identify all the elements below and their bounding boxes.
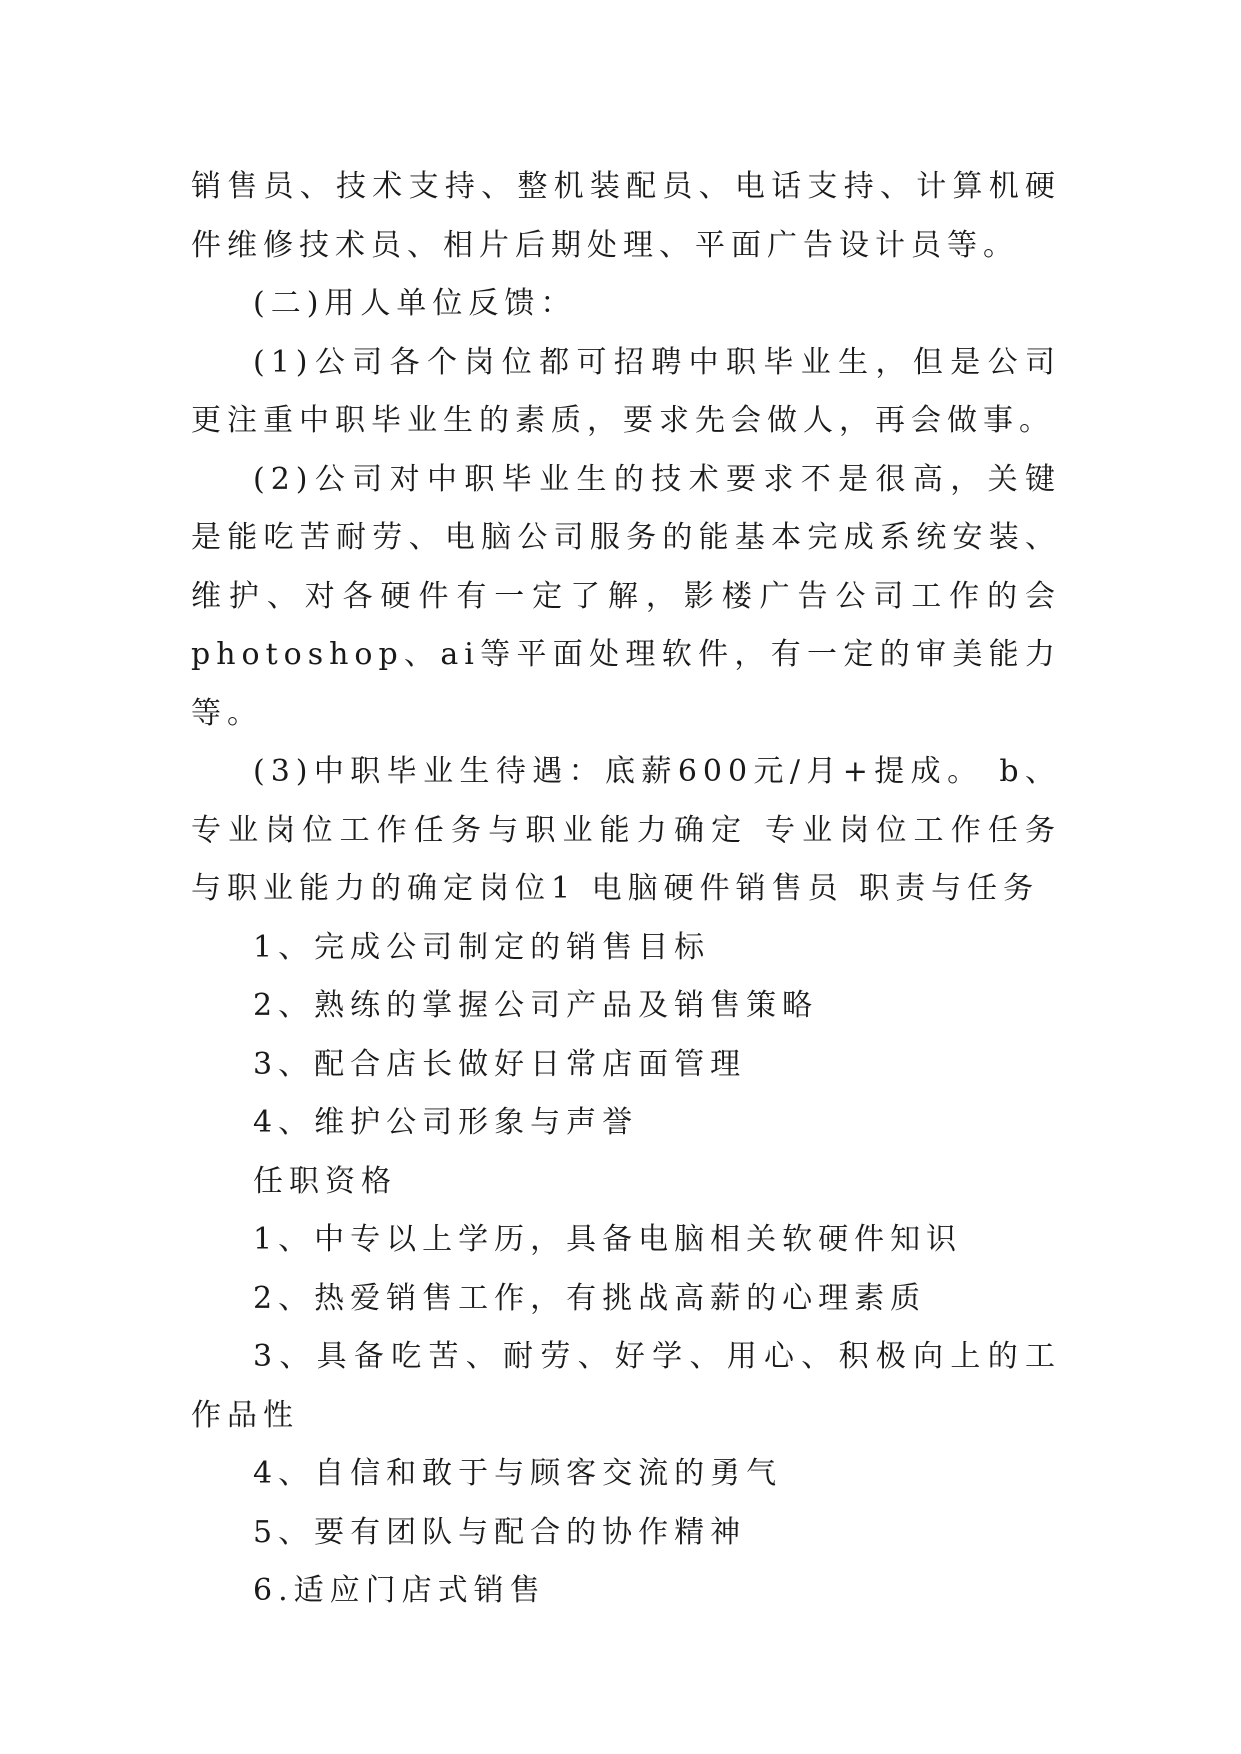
list-item-qualification-6: 6.适应门店式销售	[253, 1573, 546, 1608]
heading-qualifications: 任职资格	[253, 1163, 397, 1199]
list-item-qualification-5: 5、要有团队与配合的协作精神	[253, 1514, 747, 1550]
paragraph-feedback-2: (2)公司对中职毕业生的技术要求不是很高，关键是能吃苦耐劳、电脑公司服务的能基本完成系统安装、维护、对各硬件有一定了解，影楼广告公司工作的会photoshop、ai等平面处理软件，有一定的审美能力等。	[191, 461, 1061, 731]
paragraph-job-list: 销售员、技术支持、整机装配员、电话支持、计算机硬件维修技术员、相片后期处理、平面广告设计员等。	[191, 169, 1061, 263]
list-item-duty-3: 3、配合店长做好日常店面管理	[253, 1046, 747, 1082]
list-item-qualification-4: 4、自信和敢于与顾客交流的勇气	[253, 1456, 783, 1491]
list-item-qualification-2: 2、热爱销售工作，有挑战高薪的心理素质	[253, 1280, 927, 1316]
paragraph-feedback-1: (1)公司各个岗位都可招聘中职毕业生，但是公司更注重中职毕业生的素质，要求先会做人，再会做事。	[191, 344, 1061, 438]
list-item-qualification-1: 1、中专以上学历，具备电脑相关软硬件知识	[253, 1222, 963, 1257]
document-body	[191, 158, 1061, 1621]
list-item-duty-4: 4、维护公司形象与声誉	[253, 1105, 639, 1140]
list-item-duty-1: 1、完成公司制定的销售目标	[253, 929, 711, 965]
paragraph-feedback-3: (3)中职毕业生待遇：底薪600元/月+提成。 b、专业岗位工作任务与职业能力确定 专业岗位工作任务与职业能力的确定岗位1 电脑硬件销售员 职责与任务	[191, 754, 1061, 906]
list-item-qualification-3: 3、具备吃苦、耐劳、好学、用心、积极向上的工作品性	[191, 1339, 1061, 1433]
list-item-duty-2: 2、熟练的掌握公司产品及销售策略	[253, 988, 819, 1023]
heading-employer-feedback: (二)用人单位反馈：	[253, 286, 577, 321]
